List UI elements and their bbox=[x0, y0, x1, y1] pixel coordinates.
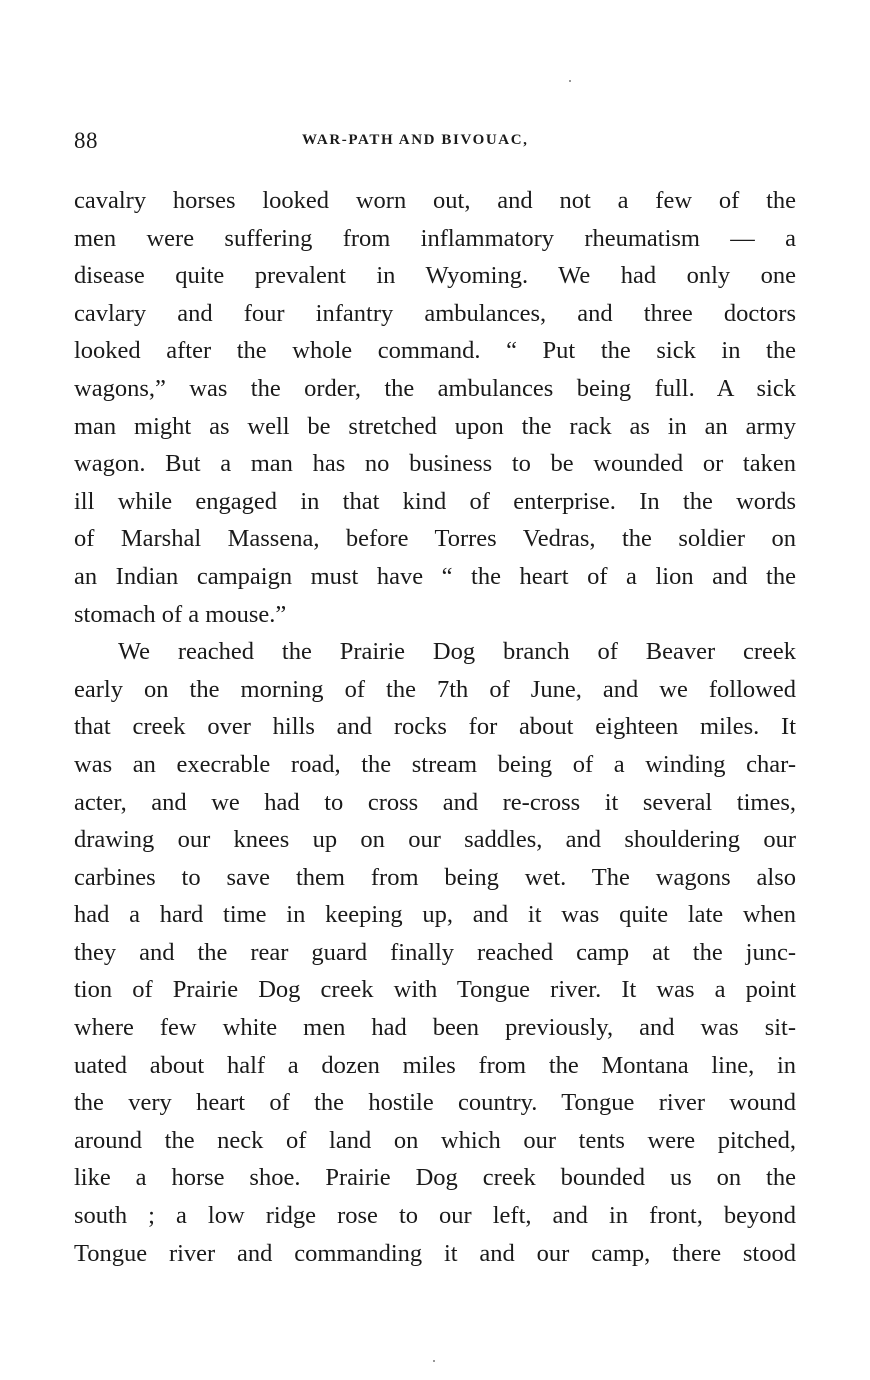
text-line: disease quite prevalent in Wyoming. We had only one bbox=[74, 262, 796, 290]
text-line: tion of Prairie Dog creek with Tongue river. It was a point bbox=[74, 976, 796, 1004]
text-line: carbines to save them from being wet. The wagons also bbox=[74, 863, 796, 891]
text-line: that creek over hills and rocks for about eighteen miles. It bbox=[74, 713, 796, 741]
running-head: WAR-PATH AND BIVOUAC, bbox=[302, 132, 529, 148]
text-line: looked after the whole command. “ Put the sick in the bbox=[74, 337, 796, 365]
text-line: acter, and we had to cross and re-cross it several times, bbox=[74, 788, 796, 816]
text-line: like a horse shoe. Prairie Dog creek bounded us on the bbox=[74, 1164, 796, 1192]
text-line: drawing our knees up on our saddles, and shouldering our bbox=[74, 826, 796, 854]
text-line: the very heart of the hostile country. Tongue river wound bbox=[74, 1089, 796, 1117]
paragraph bbox=[74, 182, 796, 633]
text-line: cavlary and four infantry ambulances, and three doctors bbox=[74, 299, 796, 327]
body-text bbox=[74, 182, 796, 1272]
page-header bbox=[74, 128, 796, 158]
text-line: stomach of a mouse.” bbox=[74, 600, 287, 628]
text-line: ill while engaged in that kind of enterprise. In the words bbox=[74, 487, 796, 515]
page-number: 88 bbox=[74, 128, 98, 153]
text-line: wagons,” was the order, the ambulances being full. A sick bbox=[74, 374, 796, 402]
text-line: they and the rear guard finally reached camp at the junc- bbox=[74, 938, 796, 966]
ink-speck bbox=[569, 80, 571, 82]
text-line: men were suffering from inflammatory rheumatism — a bbox=[74, 224, 796, 252]
text-line: had a hard time in keeping up, and it was quite late when bbox=[74, 901, 796, 929]
text-line: where few white men had been previously, and was sit- bbox=[74, 1014, 796, 1042]
text-line: of Marshal Massena, before Torres Vedras, the soldier on bbox=[74, 525, 796, 553]
text-line: an Indian campaign must have “ the heart of a lion and the bbox=[74, 562, 796, 590]
text-line: We reached the Prairie Dog branch of Beaver creek bbox=[118, 638, 796, 666]
ink-speck bbox=[433, 1360, 435, 1362]
text-line: man might as well be stretched upon the rack as in an army bbox=[74, 412, 796, 440]
text-line: was an execrable road, the stream being of a winding char- bbox=[74, 750, 796, 778]
text-line: south ; a low ridge rose to our left, and in front, beyond bbox=[74, 1202, 796, 1230]
text-line: cavalry horses looked worn out, and not a few of the bbox=[74, 187, 796, 214]
text-line: early on the morning of the 7th of June, and we followed bbox=[74, 675, 796, 703]
text-line: Tongue river and commanding it and our camp, there stood bbox=[74, 1239, 796, 1267]
text-line: uated about half a dozen miles from the Montana line, in bbox=[74, 1051, 796, 1079]
text-line: wagon. But a man has no business to be wounded or taken bbox=[74, 450, 796, 478]
paragraph bbox=[74, 633, 796, 1272]
text-line: around the neck of land on which our tents were pitched, bbox=[74, 1126, 796, 1154]
